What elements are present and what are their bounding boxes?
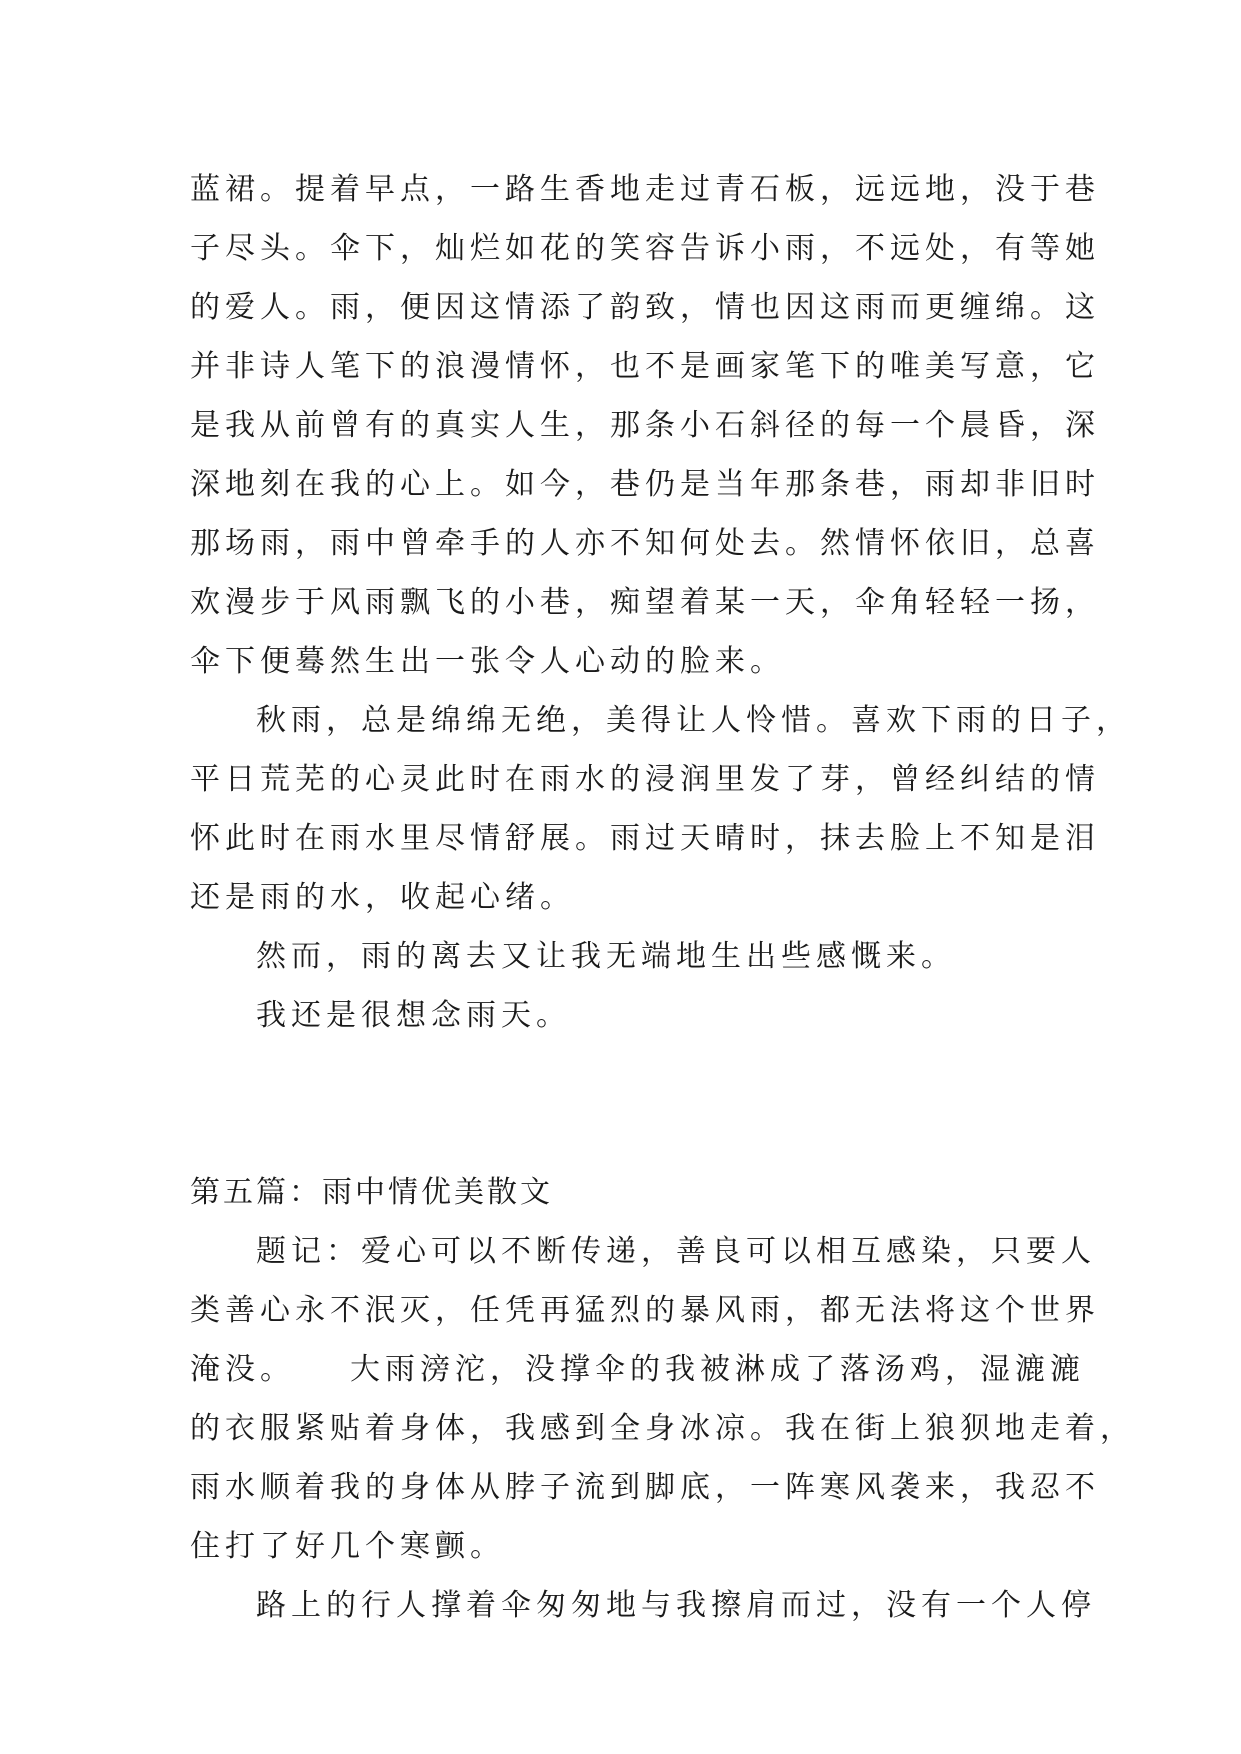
text-line: 怀此时在雨水里尽情舒展。雨过天晴时，抹去脸上不知是泪: [190, 821, 1100, 856]
text-line: 还是雨的水，收起心绪。: [190, 880, 575, 915]
document-body: [190, 160, 1135, 1635]
text-line: 题记：爱心可以不断传递，善良可以相互感染，只要人: [256, 1234, 1096, 1269]
text-line: 的爱人。雨，便因这情添了韵致，情也因这雨而更缠绵。这: [190, 290, 1100, 325]
text-line: 的衣服紧贴着身体，我感到全身冰凉。我在街上狼狈地走着，: [190, 1411, 1135, 1446]
text-line: 深地刻在我的心上。如今，巷仍是当年那条巷，雨却非旧时: [190, 467, 1100, 502]
text-line: 子尽头。伞下，灿烂如花的笑容告诉小雨，不远处，有等她: [190, 231, 1100, 266]
text-line: 雨水顺着我的身体从脖子流到脚底，一阵寒风袭来，我忍不: [190, 1470, 1100, 1505]
text-line: 平日荒芜的心灵此时在雨水的浸润里发了芽，曾经纠结的情: [190, 762, 1100, 797]
text-line: 伞下便蓦然生出一张令人心动的脸来。: [190, 644, 785, 679]
text-line: 然而，雨的离去又让我无端地生出些感慨来。: [256, 939, 956, 974]
text-line: 住打了好几个寒颤。: [190, 1529, 505, 1564]
text-line: 类善心永不泯灭，任凭再猛烈的暴风雨，都无法将这个世界: [190, 1293, 1100, 1328]
text-line: 淹没。 大雨滂沱，没撑伞的我被淋成了落汤鸡，湿漉漉: [190, 1352, 1085, 1387]
text-line: 是我从前曾有的真实人生，那条小石斜径的每一个晨昏，深: [190, 408, 1100, 443]
text-line: 蓝裙。提着早点，一路生香地走过青石板，远远地，没于巷: [190, 172, 1100, 207]
section-heading: 第五篇：雨中情优美散文: [190, 1175, 553, 1210]
text-line: 我还是很想念雨天。: [256, 998, 571, 1033]
text-line: 路上的行人撑着伞匆匆地与我擦肩而过，没有一个人停: [256, 1588, 1096, 1623]
text-line: 秋雨，总是绵绵无绝，美得让人怜惜。喜欢下雨的日子，: [256, 703, 1131, 738]
text-line: 那场雨，雨中曾牵手的人亦不知何处去。然情怀依旧，总喜: [190, 526, 1100, 561]
text-line: 欢漫步于风雨飘飞的小巷，痴望着某一天，伞角轻轻一扬，: [190, 585, 1100, 620]
text-line: 并非诗人笔下的浪漫情怀，也不是画家笔下的唯美写意，它: [190, 349, 1100, 384]
blank-spacer: [190, 1045, 1050, 1163]
